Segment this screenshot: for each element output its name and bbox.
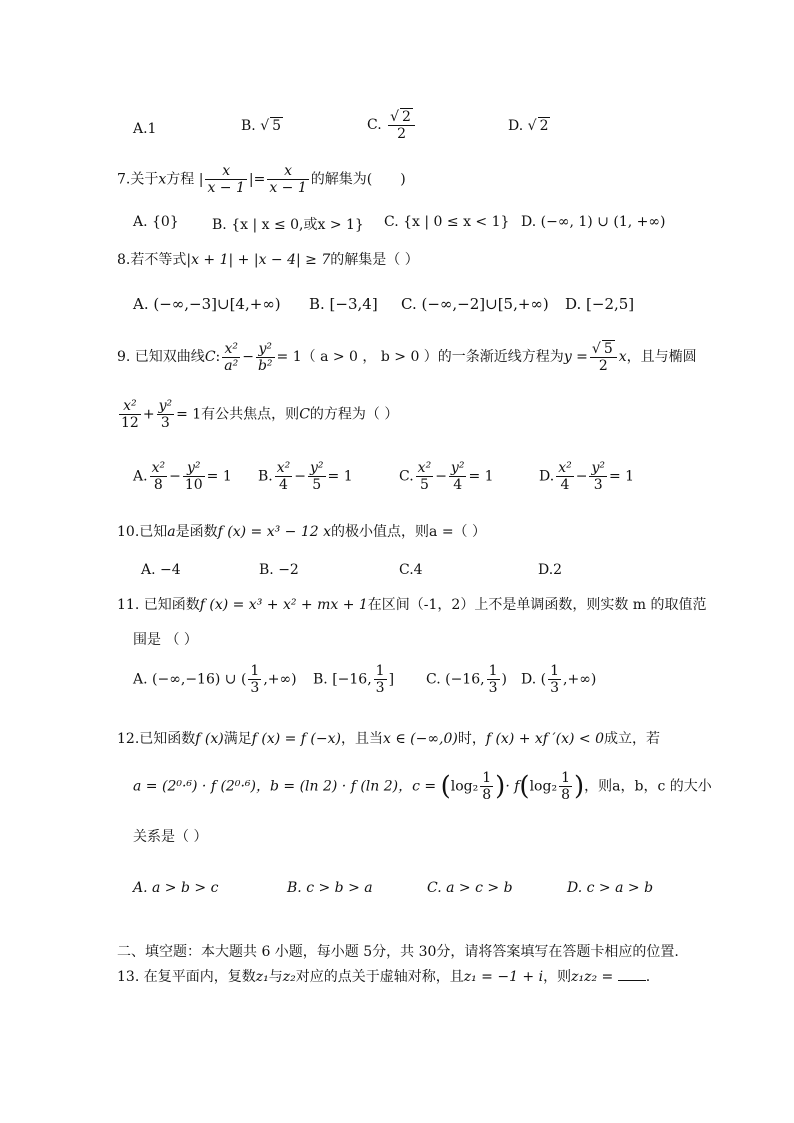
q9-asym-var: x: [618, 349, 627, 366]
q9-x2: x²: [222, 341, 240, 358]
q11-frac-den: 3: [250, 680, 260, 697]
q12-stem-prefix: 12.已知函数: [117, 731, 196, 747]
q13-stem: [117, 970, 650, 984]
q9-stem-prefix: 9. 已知双曲线: [117, 349, 205, 366]
q12-option-a: A. a > b > c: [133, 880, 219, 896]
q9-eq1: = 1: [276, 349, 302, 366]
q13-condition: z₁ = −1 + i: [463, 969, 544, 985]
q9-x2: x²: [119, 398, 141, 415]
q6-option-d: [508, 117, 550, 134]
q12-paren-open: (: [440, 771, 451, 802]
q9-y2: y²: [256, 341, 275, 358]
q7-option-b: B. {x | x ≤ 0,或x > 1}: [212, 217, 364, 233]
q6-c-numerator: 2: [402, 109, 411, 125]
q12-domain: x ∈ (−∞,0): [382, 731, 458, 747]
sqrt-symbol: √: [527, 118, 537, 134]
q9-y2: y²: [158, 398, 173, 414]
q10-stem-prefix: 10.已知: [117, 524, 168, 540]
q9-option-d-label: D.: [539, 468, 555, 485]
q7-frac-num: x: [267, 163, 308, 180]
q12-func: f (x): [195, 731, 224, 747]
q10-stem-mid: 是函数: [175, 524, 218, 540]
q7-frac-num: x: [205, 163, 246, 180]
q12-a-def: a = (2⁰·⁶) · f (2⁰·⁶): [133, 778, 256, 795]
q9-option-d-d2: 3: [593, 477, 603, 494]
q11-function: f (x) = x³ + x² + mx + 1: [199, 597, 368, 613]
q10-stem: [117, 525, 486, 539]
q12-stem-mid: 满足: [223, 731, 252, 747]
q9-curve-name: C: [204, 349, 216, 366]
q11-frac-num: 1: [375, 663, 385, 679]
q9-hyperbola-y-term: [256, 341, 275, 374]
q9-option-b-d1: 4: [279, 477, 288, 494]
q12-stem-line2: [133, 770, 712, 803]
q11-b-pre: B. [−16,: [313, 671, 372, 688]
q8-option-d: D. [−2,5]: [565, 295, 635, 313]
q12-log-fraction: [559, 770, 572, 803]
q9-option-d-d1: 4: [560, 477, 570, 494]
q6-option-c: [367, 108, 417, 142]
q11-b-post: ]: [388, 671, 395, 688]
sqrt-symbol: √: [591, 341, 601, 357]
q12-stem-mid2: ，且当: [340, 731, 383, 747]
q12-stem-end: 成立，若: [603, 731, 660, 747]
q9-option-c-d2: 4: [453, 477, 463, 494]
q7-stem-var: x: [158, 171, 167, 188]
q7-stem-prefix: 7.关于: [117, 171, 159, 188]
q9-line2-suffix: = 1有公共焦点，则: [176, 406, 300, 423]
q9-asym-lhs: y =: [563, 349, 588, 366]
q12-frac-num: 1: [482, 770, 492, 786]
q9-option-a-label: A.: [133, 468, 148, 485]
q11-stem-prefix: 11. 已知函数: [117, 597, 200, 613]
q6-option-a: A.1: [133, 121, 157, 137]
q11-c-post: ): [501, 671, 507, 688]
q12-stem-line3: 关系是（ ）: [133, 829, 208, 845]
q11-option-c: [426, 663, 507, 696]
q12-frac-num: 1: [561, 770, 570, 786]
q9-a2: a²: [224, 357, 239, 374]
q12-frac-den: 8: [561, 787, 570, 804]
q6-option-b-radicand: 5: [272, 118, 282, 134]
q11-option-d: [521, 663, 596, 696]
q10-a-var: a: [167, 524, 176, 540]
q6-option-c-label: C.: [367, 117, 382, 134]
q10-option-b: B. −2: [259, 562, 299, 578]
q7-fraction-right: [267, 163, 308, 196]
q7-option-c: C. {x | 0 ≤ x < 1}: [384, 214, 510, 230]
q7-stem-suffix: 的解集为( ): [310, 171, 406, 188]
q13-answer-blank[interactable]: [618, 980, 646, 981]
q12-frac-den: 8: [482, 787, 492, 804]
q9-option-a-d2: 10: [184, 477, 203, 494]
q9-option-b-label: B.: [258, 468, 273, 485]
q7-frac-den: x − 1: [269, 180, 307, 197]
q8-stem-prefix: 8.若不等式: [117, 252, 187, 268]
q12-inequality: f (x) + xf ′(x) < 0: [485, 731, 604, 747]
q11-frac-den: 3: [375, 680, 385, 697]
q7-option-d: D. (−∞, 1) ∪ (1, +∞): [521, 214, 666, 230]
q12-log: log₂: [450, 778, 479, 795]
q9-option-b: B. $\frac{\text{x²}}{4}$ − $\frac{\text{y²}}{5}$ = 1: [258, 460, 353, 494]
q9-option-a-d1: 8: [153, 477, 163, 494]
q6-option-b: [241, 117, 283, 134]
q11-a-pre: A. (−∞,−16) ∪ (: [133, 671, 247, 688]
q10-option-c: C.4: [399, 562, 423, 578]
q8-option-b: B. [−3,4]: [309, 295, 378, 313]
q12-log-fraction: [480, 770, 493, 803]
q9-colon: :: [215, 349, 221, 366]
q10-stem-end: a =（ ）: [429, 524, 486, 540]
q12-stem-mid3: 时，: [457, 731, 486, 747]
q10-function: f (x) = x³ − 12 x: [217, 524, 332, 540]
q13-z2: z₂: [282, 969, 296, 985]
q7-abs-bar: |=: [248, 171, 266, 188]
q6-option-c-fraction: [388, 108, 415, 142]
q12-c-pre: ，c =: [398, 778, 437, 795]
q7-abs-bar: |: [198, 171, 204, 188]
q9-asym-radicand: 5: [603, 341, 613, 357]
q8-stem-expr: |x + 1| + |x − 4| ≥ 7: [186, 252, 331, 268]
q12-option-d: D. c > a > b: [567, 880, 654, 896]
q12-paren-close: ): [573, 771, 585, 802]
q9-option-c-label: C.: [399, 468, 414, 485]
q8-option-a: A. (−∞,−3]∪[4,+∞): [133, 295, 281, 313]
q9-option-d: D. $\frac{\text{x²}}{4}$ − $\frac{\text{y²}}{3}$ = 1: [539, 460, 635, 494]
q12-paren-close: ): [495, 771, 506, 802]
q10-option-a: A. −4: [141, 562, 181, 578]
q9-stem-line1: [117, 340, 697, 374]
q8-option-c: C. (−∞,−2]∪[5,+∞): [401, 295, 549, 313]
q7-stem: [117, 163, 406, 196]
q13-with: 与: [268, 969, 283, 985]
q9-option-c: C. $\frac{\text{x²}}{5}$ − $\frac{\text{y²}}{4}$ = 1: [399, 460, 494, 494]
q11-option-a: [133, 663, 297, 696]
q12-b-def: ，b = (ln 2) · f (ln 2): [255, 778, 399, 795]
q10-stem-mid2: 的极小值点，则: [331, 524, 430, 540]
q9-line2-tail: 的方程为（ ）: [309, 406, 399, 423]
q12-paren-open: (: [519, 771, 530, 802]
q9-stem-tail: ，且与椭圆: [626, 349, 697, 366]
sqrt-symbol: √: [390, 109, 400, 125]
q10-option-d: D.2: [538, 562, 563, 578]
q6-option-b-label: B.: [241, 118, 256, 134]
q9-b2: b²: [257, 357, 273, 374]
q11-frac-num: 1: [250, 663, 260, 679]
q9-option-b-d2: 5: [312, 477, 322, 494]
q7-frac-den: x − 1: [207, 180, 245, 197]
q11-frac-den: 3: [550, 680, 560, 697]
q13-stem-prefix: 13. 在复平面内，复数: [117, 969, 256, 985]
q11-stem-line1: [117, 598, 707, 612]
q9-ellipse-den2: 3: [160, 415, 170, 432]
q9-option-a: A. $\frac{\text{x²}}{8}$ − $\frac{\text{y²}}{10}$ = 1: [133, 460, 232, 494]
q11-stem-line2: 围是 （ ）: [133, 632, 198, 648]
q9-ellipse-den1: 12: [121, 415, 139, 432]
q8-stem-suffix: 的解集是（ ）: [330, 252, 419, 268]
q12-dot-f: · f: [505, 778, 520, 795]
q9-ellipse-x-term: [119, 398, 141, 431]
q7-fraction-left: [205, 163, 246, 196]
q12-option-b: B. c > b > a: [287, 880, 373, 896]
q12-line2-tail: ，则a，b，c 的大小: [584, 778, 712, 795]
q11-stem-mid: 在区间（-1，2）上不是单调函数，则实数 m 的取值范: [367, 597, 707, 613]
q9-hyperbola-x-term: [222, 341, 240, 374]
q12-log: log₂: [529, 778, 558, 795]
q11-d-post: ,+∞): [563, 671, 597, 688]
q13-stem-mid: 对应的点关于虚轴对称，且: [295, 969, 464, 985]
q6-option-d-radicand: 2: [539, 118, 549, 134]
q12-option-c: C. a > c > b: [427, 880, 513, 896]
q11-a-post: ,+∞): [263, 671, 297, 688]
q13-end: .: [645, 969, 651, 985]
q13-z1: z₁: [255, 969, 269, 985]
q11-option-b: [313, 663, 394, 696]
q11-frac-num: 1: [550, 663, 560, 679]
q9-asym-fraction: [590, 340, 617, 374]
q9-ellipse-y-term: [157, 398, 175, 431]
q6-option-d-label: D.: [508, 118, 524, 134]
q7-stem-mid: 方程: [166, 171, 195, 188]
q9-line2-curve: C: [299, 406, 310, 423]
q9-plus: +: [142, 406, 155, 423]
q13-product: z₁z₂ =: [571, 969, 614, 985]
q9-option-c-d1: 5: [419, 477, 429, 494]
q12-stem-line1: [117, 732, 660, 746]
q11-frac-num: 1: [488, 663, 498, 679]
q9-condition: （ a > 0 ， b > 0 ）的一条渐近线方程为: [301, 349, 564, 366]
q9-asym-den: 2: [598, 358, 608, 375]
q11-c-pre: C. (−16,: [426, 671, 485, 688]
section-heading: 二、填空题：本大题共 6 小题，每小题 5分，共 30分，请将答案填写在答题卡相应的位置.: [117, 944, 679, 960]
q6-c-denominator: 2: [397, 126, 406, 143]
q7-option-a: A. {0}: [133, 214, 179, 230]
q12-even-eq: f (x) = f (−x): [251, 731, 341, 747]
sqrt-symbol: √: [260, 118, 270, 134]
q9-minus: −: [242, 349, 254, 366]
q13-stem-mid2: ，则: [543, 969, 572, 985]
q9-stem-line2: [117, 398, 398, 431]
q8-stem: [117, 253, 419, 267]
q11-frac-den: 3: [488, 680, 498, 697]
q11-d-pre: D. (: [521, 671, 547, 688]
